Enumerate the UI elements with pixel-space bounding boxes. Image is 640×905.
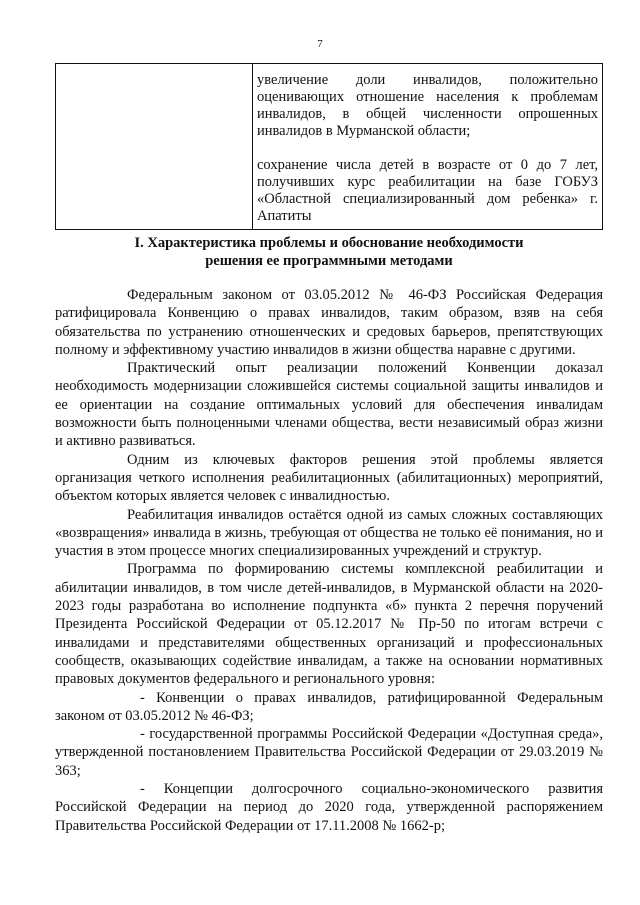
page-number: 7 bbox=[317, 38, 323, 50]
body-paragraph: Практический опыт реализации положений Конвенции доказал необходимость модернизации сложившейся системы социальной защиты инвалидов и ее ориентации на создание оптимальных условий для обеспечения инвалидам возможности быть полноценными членами общества, вести независимый образ жизни и активно развиваться. bbox=[55, 360, 603, 450]
body-paragraph: Программа по формированию системы комплексной реабилитации и абилитации инвалидов, в том числе детей-инвалидов, в Мурманской области на 2020-2023 годы разработана во исполнение подпункта «б» пункта 2 перечня поручений Президента Российской Федерации от 05.12.2017 № Пр-50 по итогам встречи с инвалидами и представителями общественных организаций и профессиональных сообществ, оказывающих содействие инвалидам, а также на основании нормативных правовых документов федерального и регионального уровня: bbox=[55, 561, 603, 688]
table-label-cell bbox=[56, 64, 253, 230]
goal-indicator-disabled-opinion: увеличение доли инвалидов, положительно оценивающих отношение населения к проблемам инвалидов, в общей численности опрошенных инвалидов в Мурманской области; bbox=[257, 72, 598, 139]
body-paragraph: Реабилитация инвалидов остаётся одной из самых сложных составляющих «возвращения» инвалида в жизнь, требующая от общества не только её понимания, но и участия в этом процессе многих специализированных учреждений и структур. bbox=[55, 506, 603, 560]
list-item: - Концепции долгосрочного социально-экономического развития Российской Федерации на период до 2020 года, утвержденной распоряжением Правительства Российской Федерации от 17.11.2008 № 1662-р; bbox=[55, 781, 603, 834]
list-item: - Конвенции о правах инвалидов, ратифицированной Федеральным законом от 03.05.2012 № 46-ФЗ; bbox=[55, 689, 603, 724]
section-body bbox=[55, 286, 603, 835]
goals-table bbox=[55, 63, 603, 230]
table-row bbox=[56, 64, 603, 230]
list-item: - государственной программы Российской Федерации «Доступная среда», утвержденной постановлением Правительства Российской Федерации от 29.03.2019 № 363; bbox=[55, 726, 603, 779]
body-paragraph: Одним из ключевых факторов решения этой проблемы является организация четкого исполнения реабилитационных (абилитационных) мероприятий, объектом которых является человек с инвалидностью. bbox=[55, 451, 603, 505]
table-value-cell bbox=[253, 64, 603, 230]
goal-indicator-children-rehab: сохранение числа детей в возрасте от 0 до 7 лет, получивших курс реабилитации на базе ГОБУЗ «Областной специализированный дом ребенка» г. Апатиты bbox=[257, 157, 598, 224]
section-heading bbox=[55, 234, 603, 270]
section-heading-line-1: I. Характеристика проблемы и обоснование необходимости bbox=[134, 235, 524, 251]
section-heading-line-2: решения ее программными методами bbox=[205, 253, 453, 269]
body-paragraph: Федеральным законом от 03.05.2012 № 46-ФЗ Российская Федерация ратифицировала Конвенцию о правах инвалидов, таким образом, взяв на себя обязательства по устранению отношенческих и средовых барьеров, препятствующих полному и эффективному участию инвалидов в жизни общества наравне с другими. bbox=[55, 287, 603, 358]
